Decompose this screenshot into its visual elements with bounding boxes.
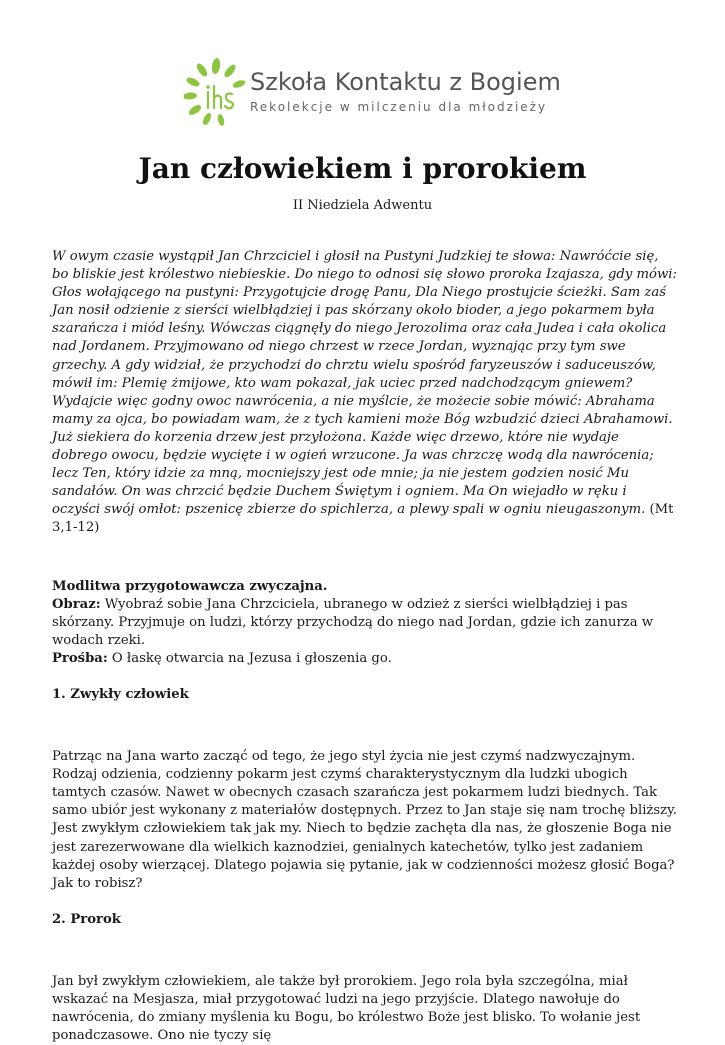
request-label: Prośba: xyxy=(52,650,108,666)
prayer-image xyxy=(52,596,677,650)
prayer-request xyxy=(52,650,677,668)
sun-leaf-logo-icon xyxy=(184,58,248,128)
document-body xyxy=(52,248,677,1045)
section-title-2: 2. Prorok xyxy=(52,911,121,927)
image-text: Wyobraź sobie Jana Chrzciciela, ubranego w odzież z sierści wielbłądziej i pas skórzany. Przyjmuje on ludzi, którzy przychodzą do niego nad Jordan, gdzie ich zanurza w wodach rzeki. xyxy=(52,596,654,648)
image-label: Obraz: xyxy=(52,596,101,612)
page-title: Jan człowiekiem i prorokiem xyxy=(138,152,587,185)
page-subtitle: II Niedziela Adwentu xyxy=(292,198,433,213)
logo-subtitle: Rekolekcje w milczeniu dla młodzieży xyxy=(250,100,548,114)
logo xyxy=(184,58,561,128)
section-body-2: Jan był zwykłym człowiekiem, ale także był prorokiem. Jego rola była szczególna, miał wskazać na Mesjasza, miał przygotować ludzi na jego przyjście. Dlatego nawołuje do nawrócenia, do zmiany myślenia ku Bogu, bo królestwo Boże jest blisko. To wołanie jest ponadczasowe. Ono nie tyczy się xyxy=(52,973,641,1044)
logo-title: Szkoła Kontaktu z Bogiem xyxy=(250,68,561,96)
section-body-1: Patrząc na Jana warto zacząć od tego, że jego styl życia nie jest czymś nadzwyczajnym. Rodzaj odzienia, codzienny pokarm jest czymś charakterystycznym dla ludzki ubogich tamtych czasów. Nawet w obecnych czasach szarańcza jest pokarmem ludzi biednych. Tak samo ubiór jest wykonany z materiałów dostępnych. Przez to Jan staje się nam trochę bliższy. Jest zwykłym człowiekiem tak jak my. Niech to będzie zachęta dla nas, że głoszenie Boga nie jest zarezerwowane dla wielkich kaznodziei, genialnych katechetów, tylko jest zadaniem każdej osoby wierzącej. Dlatego pojawia się pytanie, jak w codzienności możesz głosić Boga? Jak to robisz? xyxy=(52,749,677,891)
request-text: O łaskę otwarcia na Jezusa i głoszenia go. xyxy=(111,650,392,666)
prayer-heading: Modlitwa przygotowawcza zwyczajna. xyxy=(52,578,328,594)
gospel-text: W owym czasie wystąpił Jan Chrzciciel i głosił na Pustyni Judzkiej te słowa: Nawróćcie się, bo bliskie jest królestwo niebieskie. Do niego to odnosi się słowo proroka Izajasza, gdy mówi: Głos wołającego na pustyni: Przygotujcie drogę Panu, Dla Niego prostujcie ścieżki. Sam zaś Jan nosił odzienie z sierści wielbłądziej i pas skórzany około bioder, a jego pokarmem była szarańcza i miód leśny. Wówczas ciągnęły do niego Jerozolima oraz cała Judea i cała okolica nad Jordanem. Przyjmowano od niego chrzest w rzece Jordan, wyznając przy tym swe grzechy. A gdy widział, że przychodzi do chrztu wielu spośród faryzeuszów i saduceuszów, mówił im: Plemię żmijowe, kto wam pokazał, jak uciec przed nadchodzącym gniewem? Wydajcie więc godny owoc nawrócenia, a nie myślcie, że możecie sobie mówić: Abrahama mamy za ojca, bo powiadam wam, że z tych kamieni może Bóg wzbudzić dzieci Abrahamowi. Już siekiera do korzenia drzew jest przyłożona. Każde więc drzewo, które nie wydaje dobrego owocu, będzie wycięte i w ogień wrzucone. Ja was chrzczę wodą dla nawrócenia; lecz Ten, który idzie za mną, mocniejszy jest ode mnie; ja nie jestem godzien nosić Mu sandałów. On was chrzcić będzie Duchem Świętym i ogniem. Ma On wiejadło w ręku i oczyści swój omłot: pszenicę zbierze do spichlerza, a plewy spali w ogniu nieugaszonym. xyxy=(52,249,677,518)
prayer-block xyxy=(52,578,677,668)
section-title-1: 1. Zwykły człowiek xyxy=(52,686,189,702)
gospel-reference: (Mt 3,1-12) xyxy=(52,502,674,536)
gospel-passage xyxy=(52,248,677,538)
